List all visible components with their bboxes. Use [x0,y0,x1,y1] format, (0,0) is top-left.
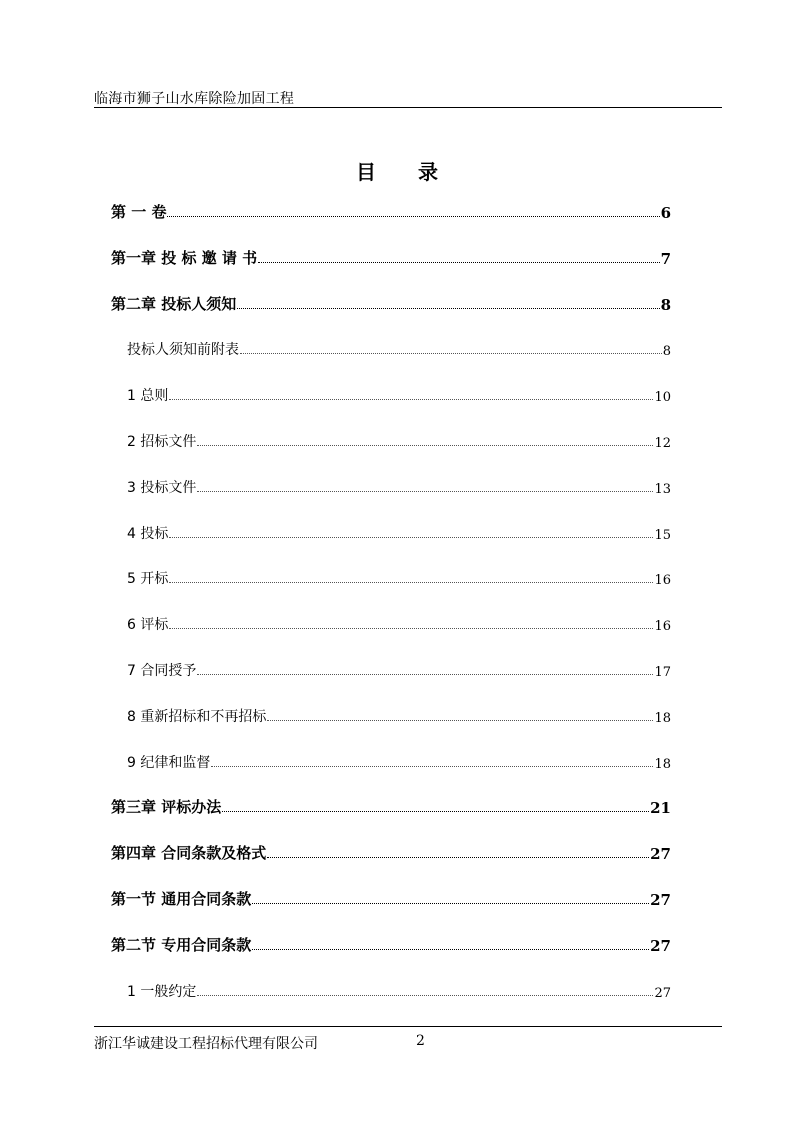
toc-entry-label: 3 投标文件 [127,479,197,496]
toc-entry[interactable] [111,841,671,863]
toc-entry-label: 6 评标 [127,617,169,634]
toc-entry-page: 27 [650,891,671,909]
toc-entry-page: 6 [660,204,671,222]
toc-dot-leader [197,994,653,996]
toc-entry-page: 8 [662,344,671,360]
toc-entry-page: 8 [660,295,671,314]
toc-entry-label: 第一章 投 标 邀 请 书 [111,248,258,267]
toc-entry[interactable] [111,246,671,268]
toc-dot-leader [167,215,659,217]
page-footer [94,1026,722,1052]
toc-entry-page: 15 [654,527,671,543]
toc-entry[interactable] [127,979,671,1001]
toc-entry[interactable] [127,750,671,772]
toc-entry[interactable] [111,933,671,955]
toc-dot-leader [169,581,653,583]
toc-entry-page: 16 [654,573,671,589]
toc-entry[interactable] [127,704,671,726]
toc-entry-page: 27 [650,845,671,864]
toc-entry-page: 18 [654,710,671,726]
toc-entry[interactable] [127,566,671,588]
toc-entry-label: 8 重新招标和不再招标 [127,708,267,725]
toc-entry-page: 21 [650,799,671,818]
toc-dot-leader [197,444,653,446]
header-title: 临海市狮子山水库除险加固工程 [94,91,295,107]
toc-entry-label: 4 投标 [127,525,169,542]
toc-entry-label: 投标人须知前附表 [127,342,239,359]
toc-dot-leader [197,673,653,675]
toc-entry[interactable] [127,521,671,543]
toc-entry-label: 第三章 评标办法 [111,798,222,817]
toc-dot-leader [222,810,649,812]
toc-entry[interactable] [127,383,671,405]
footer-page-number: 2 [416,1033,425,1049]
toc-entry-label: 第四章 合同条款及格式 [111,844,267,863]
toc-entry-page: 10 [654,390,671,406]
toc-dot-leader [169,398,653,400]
toc-entry-label: 第二章 投标人须知 [111,294,237,313]
toc-entry-page: 7 [660,249,671,268]
toc-dot-leader [169,536,653,538]
toc-entry-page: 27 [654,985,671,1001]
toc-entry[interactable] [111,292,671,314]
footer-company: 浙江华诚建设工程招标代理有限公司 [94,1036,318,1052]
toc-dot-leader [258,261,659,263]
toc-entry-label: 第一节 通用合同条款 [111,890,252,908]
toc-entry-page: 16 [654,619,671,635]
toc-entry-label: 5 开标 [127,571,169,588]
toc-entry-label: 9 纪律和监督 [127,754,211,771]
toc-entry[interactable] [127,612,671,634]
toc-title-char-2: 录 [418,160,438,184]
toc-dot-leader [197,490,653,492]
toc-entry-label: 第 一 卷 [111,203,167,221]
toc-entry-page: 18 [654,756,671,772]
toc-entry[interactable] [111,200,671,222]
toc-dot-leader [169,627,653,629]
toc-entry[interactable] [111,887,671,909]
toc-dot-leader [267,719,653,721]
toc-entry[interactable] [127,429,671,451]
toc-dot-leader [267,856,649,858]
toc-dot-leader [237,307,659,309]
toc-entry-label: 1 总则 [127,388,169,405]
toc-dot-leader [252,948,649,950]
toc-entry-page: 12 [654,436,671,451]
toc-dot-leader [240,352,662,354]
toc-entry-label: 2 招标文件 [127,434,197,450]
toc-entry-page: 17 [654,665,671,680]
toc-entry-label: 1 一般约定 [127,983,197,1000]
toc-dot-leader [252,902,649,904]
page-header [94,86,722,108]
toc-title [0,156,794,185]
toc-entry-label: 第二节 专用合同条款 [111,935,252,954]
toc-entry-page: 13 [654,481,671,497]
toc-entry[interactable] [127,337,671,359]
toc-entry-page: 27 [650,936,671,955]
toc-entry[interactable] [111,795,671,817]
toc-entry-label: 7 合同授予 [127,663,197,679]
toc-title-char-1: 目 [356,160,376,184]
toc-dot-leader [211,765,653,767]
toc-entry[interactable] [127,658,671,680]
toc-entry[interactable] [127,475,671,497]
